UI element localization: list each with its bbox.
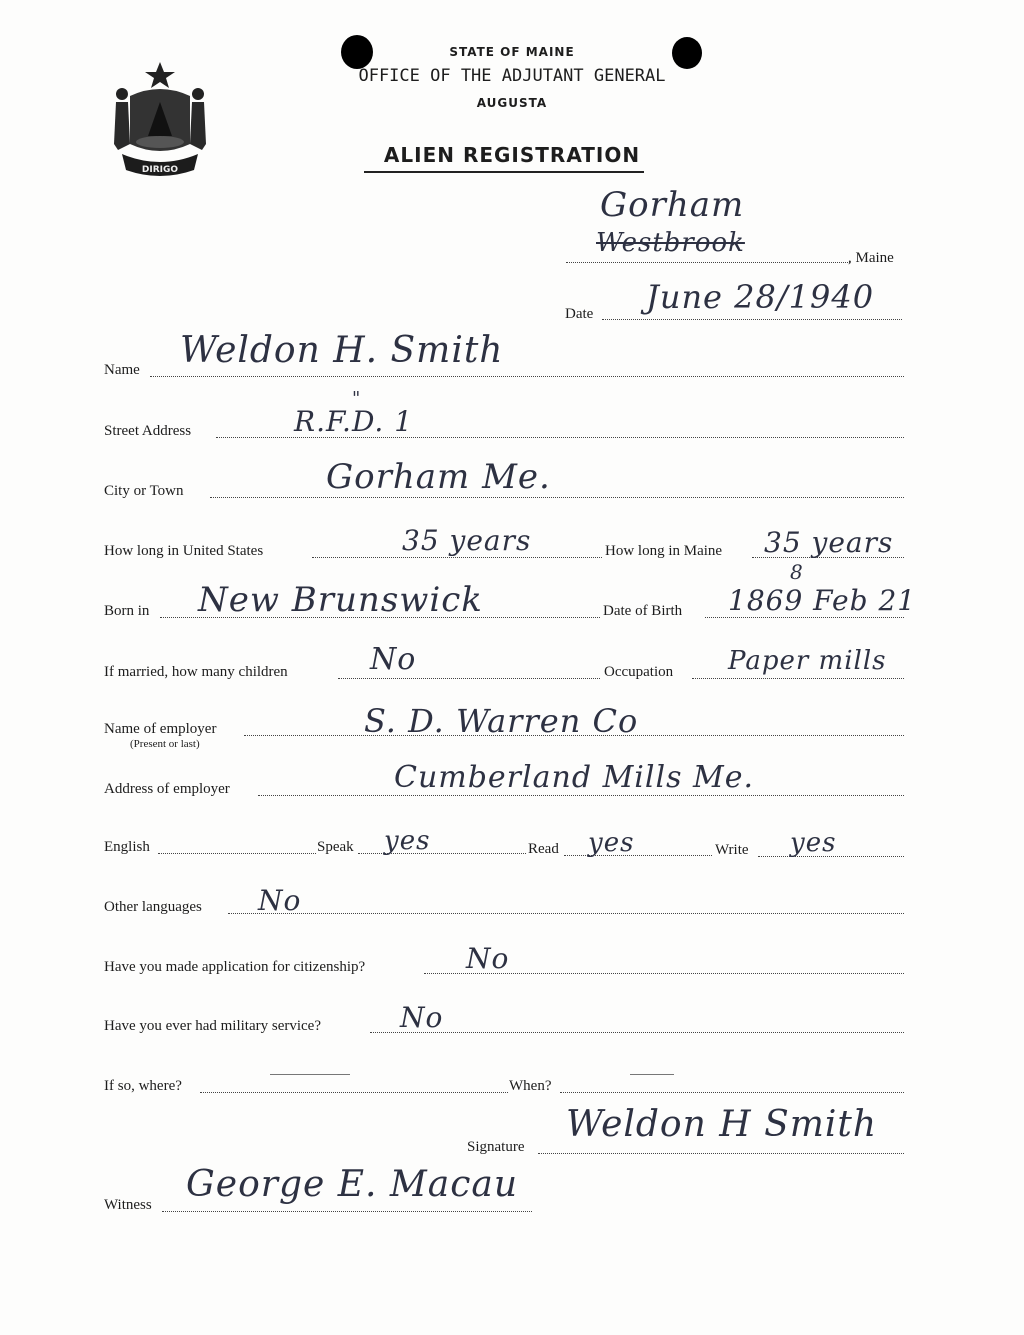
signature-label: Signature bbox=[467, 1139, 525, 1155]
city-value: Gorham Me. bbox=[326, 457, 551, 497]
street-value: R.F.D. 1 bbox=[294, 405, 414, 438]
us-years-label: How long in United States bbox=[104, 543, 264, 559]
town-handwritten: Gorham bbox=[600, 185, 745, 225]
header-state: STATE OF MAINE bbox=[449, 45, 575, 59]
witness-label: Witness bbox=[104, 1197, 152, 1213]
read-line bbox=[564, 855, 712, 856]
us-years-value: 35 years bbox=[402, 524, 532, 557]
occupation-line bbox=[692, 678, 904, 679]
military-label: Have you ever had military service? bbox=[104, 1018, 321, 1034]
witness-line bbox=[162, 1211, 532, 1212]
employer-label: Name of employer bbox=[104, 721, 217, 737]
where-dash bbox=[270, 1074, 350, 1075]
header-office: OFFICE OF THE ADJUTANT GENERAL bbox=[358, 66, 666, 86]
header-city: AUGUSTA bbox=[476, 96, 548, 110]
citizenship-value: No bbox=[466, 942, 510, 975]
signature-value: Weldon H Smith bbox=[566, 1104, 878, 1145]
when-line bbox=[560, 1092, 904, 1093]
employer-sublabel: (Present or last) bbox=[130, 738, 200, 750]
employer-address-value: Cumberland Mills Me. bbox=[394, 760, 755, 795]
read-label: Read bbox=[528, 841, 559, 857]
me-years-label: How long in Maine bbox=[605, 543, 723, 559]
employer-address-label: Address of employer bbox=[104, 781, 230, 797]
street-mark: " bbox=[352, 388, 362, 409]
other-languages-label: Other languages bbox=[104, 899, 202, 915]
date-line bbox=[602, 319, 902, 320]
town-struck-out: Westbrook bbox=[596, 228, 745, 258]
dob-label: Date of Birth bbox=[603, 603, 683, 619]
military-line bbox=[370, 1032, 904, 1033]
street-label: Street Address bbox=[104, 423, 192, 439]
form-title: ALIEN REGISTRATION bbox=[383, 143, 641, 167]
dob-value: 1869 Feb 21 bbox=[728, 584, 917, 617]
us-years-line bbox=[312, 557, 602, 558]
state-seal bbox=[108, 58, 212, 182]
state-seal-icon bbox=[108, 58, 212, 182]
town-suffix: , Maine bbox=[848, 250, 894, 266]
other-languages-value: No bbox=[258, 884, 302, 917]
occupation-value: Paper mills bbox=[728, 646, 887, 676]
name-value: Weldon H. Smith bbox=[180, 330, 504, 371]
occupation-label: Occupation bbox=[604, 664, 674, 680]
dob-line bbox=[705, 617, 904, 618]
born-in-label: Born in bbox=[104, 603, 150, 619]
me-years-value: 35 years bbox=[764, 526, 894, 559]
when-dash bbox=[630, 1074, 674, 1075]
speak-label: Speak bbox=[317, 839, 354, 855]
name-label: Name bbox=[104, 362, 140, 378]
children-line bbox=[338, 678, 600, 679]
children-value: No bbox=[370, 642, 417, 677]
children-label: If married, how many children bbox=[104, 664, 288, 680]
born-in-value: New Brunswick bbox=[198, 580, 483, 620]
title-underline bbox=[364, 171, 644, 173]
write-value: yes bbox=[790, 828, 837, 858]
write-label: Write bbox=[715, 842, 749, 858]
other-languages-line bbox=[228, 913, 904, 914]
english-line bbox=[158, 853, 316, 854]
seal-motto: DIRIGO bbox=[141, 165, 179, 175]
city-label: City or Town bbox=[104, 483, 184, 499]
employer-address-line bbox=[258, 795, 904, 796]
witness-value: George E. Macau bbox=[186, 1164, 519, 1205]
date-label: Date bbox=[565, 306, 594, 322]
signature-line bbox=[538, 1153, 904, 1154]
town-line bbox=[566, 262, 850, 263]
speak-value: yes bbox=[384, 826, 431, 856]
read-value: yes bbox=[588, 828, 635, 858]
english-label: English bbox=[104, 839, 150, 855]
when-label: When? bbox=[509, 1078, 552, 1094]
name-line bbox=[150, 376, 904, 377]
where-label: If so, where? bbox=[104, 1078, 182, 1094]
dob-correction: 8 bbox=[790, 560, 804, 584]
citizenship-label: Have you made application for citizenship? bbox=[104, 959, 366, 975]
military-value: No bbox=[400, 1001, 444, 1034]
where-line bbox=[200, 1092, 508, 1093]
city-line bbox=[210, 497, 904, 498]
date-value: June 28/1940 bbox=[646, 278, 875, 316]
employer-value: S. D. Warren Co bbox=[364, 702, 639, 740]
